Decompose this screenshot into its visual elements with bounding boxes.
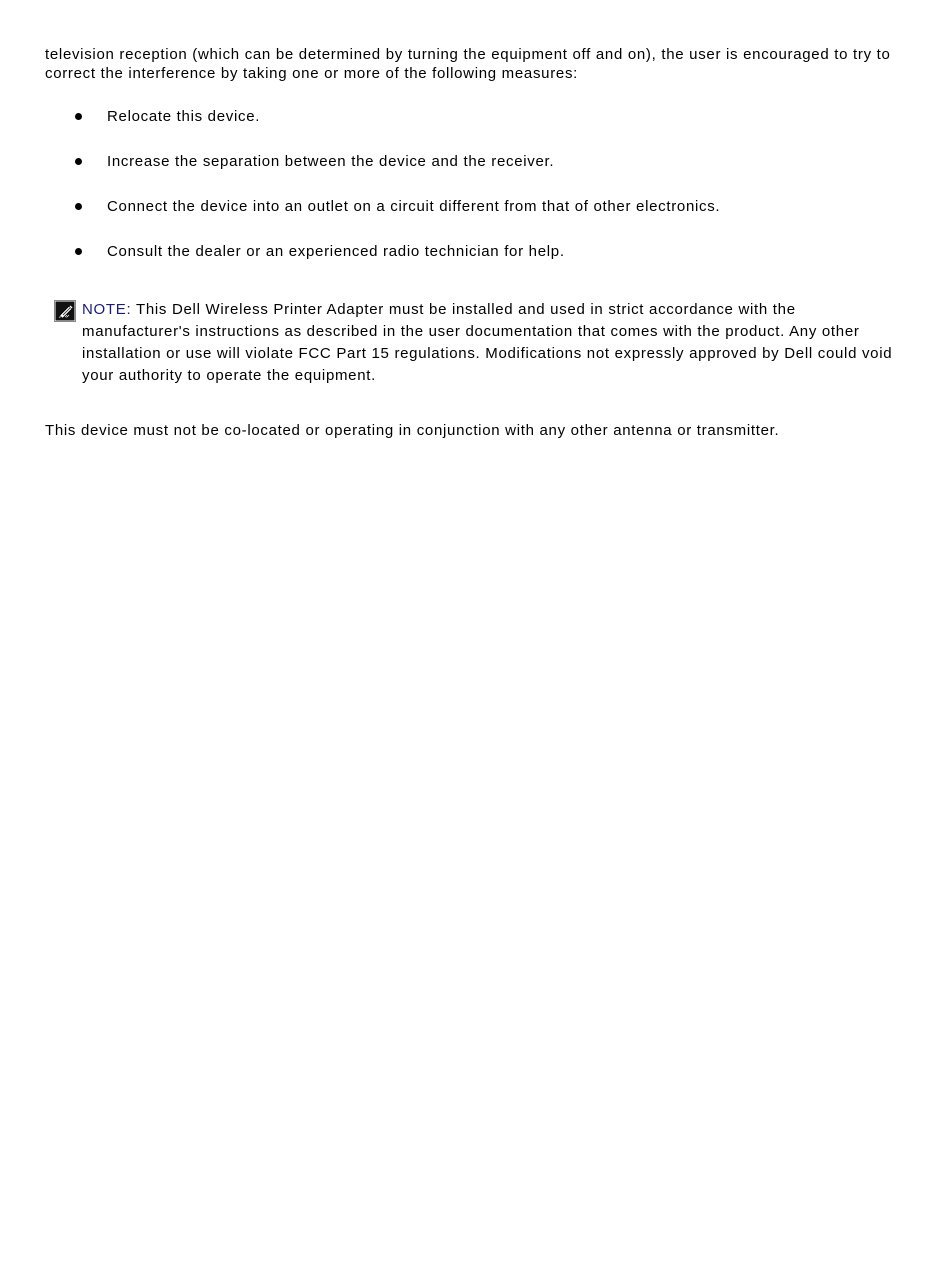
bullet-icon	[75, 203, 82, 210]
measures-list	[0, 107, 950, 287]
list-item-text: Consult the dealer or an experienced radio technician for help.	[107, 243, 565, 260]
list-item	[0, 152, 950, 197]
note-text	[82, 299, 902, 387]
bullet-icon	[75, 248, 82, 255]
list-item	[0, 242, 950, 287]
bullet-icon	[75, 113, 82, 120]
list-item-text: Increase the separation between the device and the receiver.	[107, 153, 555, 170]
note-body: This Dell Wireless Printer Adapter must be installed and used in strict accordance with the manufacturer's instructions as described in the user documentation that comes with the product. Any other installation or use will violate FCC Part 15 regulations. Modifications not expressly approved by Dell could void your authority to operate the equipment.	[82, 301, 893, 384]
pencil-note-icon	[54, 300, 76, 322]
list-item	[0, 107, 950, 152]
bullet-icon	[75, 158, 82, 165]
list-item-text: Relocate this device.	[107, 108, 261, 125]
closing-paragraph: This device must not be co-located or operating in conjunction with any other antenna or transmitter.	[45, 422, 780, 439]
list-item	[0, 197, 950, 242]
intro-paragraph: television reception (which can be determined by turning the equipment off and on), the user is encouraged to try to correct the interference by taking one or more of the following measures:	[45, 46, 891, 82]
list-item-text: Connect the device into an outlet on a circuit different from that of other electronics.	[107, 198, 721, 215]
note-label: NOTE:	[82, 301, 132, 318]
